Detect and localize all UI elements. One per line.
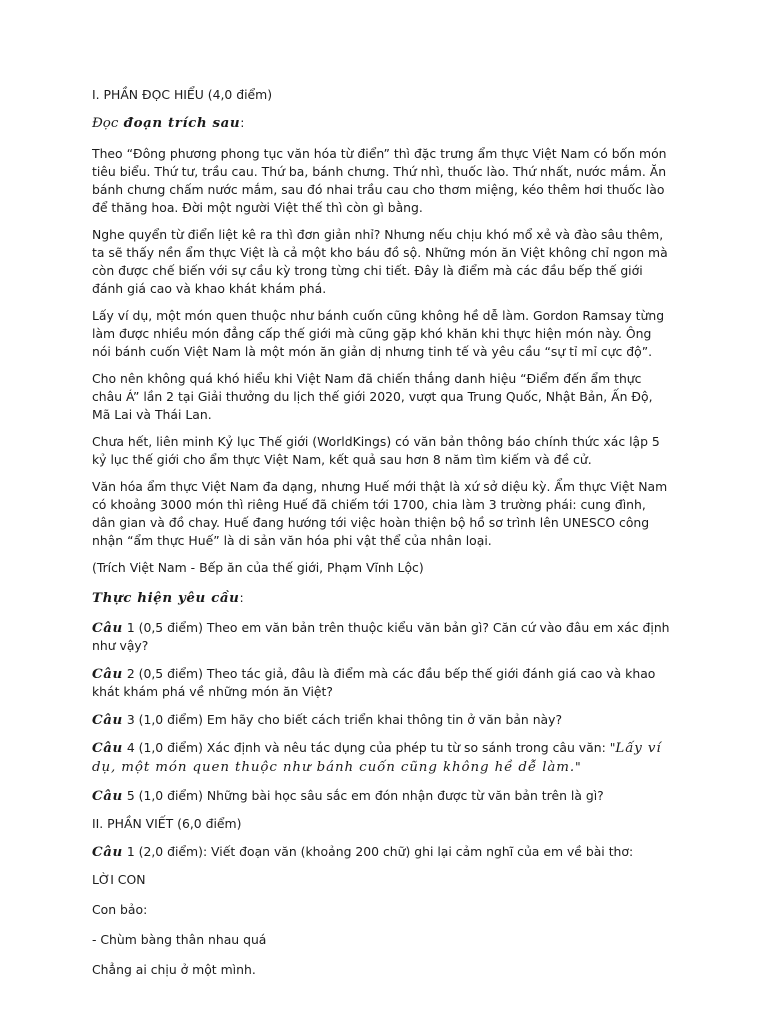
passage-paragraph: Theo “Đông phương phong tục văn hóa từ điển” thì đặc trưng ẩm thực Việt Nam có bốn món tiêu biểu. Thứ tư, trầu cau. Thứ ba, bánh chưng. Thứ nhì, thuốc lào. Thứ nhất, nước mắm. Ăn bánh chưng chấm nước mắm, sau đó nhai trầu cau cho thơm miệng, kéo thêm hơi thuốc lào để thăng hoa. Đời một người Việt thế thì còn gì bằng.	[92, 146, 667, 215]
poem-line: Con bảo:	[92, 902, 148, 917]
question-text: 4 (1,0 điểm) Xác định và nêu tác dụng của phép tu từ so sánh trong câu văn: "	[122, 740, 616, 755]
question-5	[92, 787, 672, 805]
passage-paragraph: Lấy ví dụ, một món quen thuộc như bánh cuốn cũng không hề dễ làm. Gordon Ramsay từng làm được nhiều món đẳng cấp thế giới mà cũng gặp khó khăn khi thực hiện món này. Ông nói bánh cuốn Việt Nam là một món ăn giản dị nhưng tinh tế và yêu cầu “sự tỉ mỉ cực độ”.	[92, 308, 665, 359]
question-quote: Lấy ví dụ, một món quen thuộc như bánh cuốn cũng không hề dễ làm.	[92, 741, 662, 775]
question-text: 1 (2,0 điểm): Viết đoạn văn (khoảng 200 chữ) ghi lại cảm nghĩ của em về bài thơ:	[122, 844, 634, 859]
question-quote-close: "	[575, 759, 581, 774]
section-1-title: I. PHẦN ĐỌC HIỂU (4,0 điểm)	[92, 87, 273, 102]
question-lead: Câu	[92, 844, 123, 860]
question-4	[92, 739, 672, 777]
question-1	[92, 619, 672, 655]
instruction-colon: :	[240, 115, 245, 130]
question-text: 1 (0,5 điểm) Theo em văn bản trên thuộc kiểu văn bản gì? Căn cứ vào đâu em xác định như vậy?	[92, 620, 670, 653]
question-3	[92, 711, 672, 729]
question-text: 2 (0,5 điểm) Theo tác giả, đâu là điểm mà các đầu bếp thế giới đánh giá cao và khao khát khám phá về những món ăn Việt?	[92, 666, 656, 699]
passage-paragraph: Cho nên không quá khó hiểu khi Việt Nam đã chiến thắng danh hiệu “Điểm đến ẩm thực châu Á” lần 2 tại Giải thưởng du lịch thế giới 2020, vượt qua Trung Quốc, Nhật Bản, Ấn Độ, Mã Lai và Thái Lan.	[92, 371, 653, 422]
poem-title: LỜI CON	[92, 872, 146, 887]
poem-line: Chẳng ai chịu ở một mình.	[92, 962, 256, 977]
question-lead: Câu	[92, 620, 123, 636]
question-text: 5 (1,0 điểm) Những bài học sâu sắc em đón nhận được từ văn bản trên là gì?	[122, 788, 604, 803]
passage-source: (Trích Việt Nam - Bếp ăn của thế giới, Phạm Vĩnh Lộc)	[92, 560, 424, 575]
tasks-heading-colon: :	[239, 590, 244, 605]
tasks-heading-text: Thực hiện yêu cầu	[92, 590, 240, 606]
passage-instruction	[92, 114, 672, 133]
question-lead: Câu	[92, 666, 123, 682]
question-text: 3 (1,0 điểm) Em hãy cho biết cách triển khai thông tin ở văn bản này?	[122, 712, 563, 727]
instruction-rest: đoạn trích sau	[118, 115, 241, 131]
question-lead: Câu	[92, 712, 123, 728]
question-lead: Câu	[92, 788, 123, 804]
passage-paragraph: Văn hóa ẩm thực Việt Nam đa dạng, nhưng Huế mới thật là xứ sở diệu kỳ. Ẩm thực Việt Nam có khoảng 3000 món thì riêng Huế đã chiếm tới 1700, chia làm 3 trường phái: cung đình, dân gian và đồ chay. Huế đang hướng tới việc hoàn thiện bộ hồ sơ trình lên UNESCO công nhận “ẩm thực Huế” là di sản văn hóa phi vật thể của nhân loại.	[92, 479, 668, 548]
instruction-prefix: Đọc	[92, 116, 119, 131]
poem-line: - Chùm bàng thân nhau quá	[92, 932, 267, 947]
question-lead: Câu	[92, 740, 123, 756]
section-2-title: II. PHẦN VIẾT (6,0 điểm)	[92, 816, 242, 831]
passage-paragraph: Chưa hết, liên minh Kỷ lục Thế giới (WorldKings) có văn bản thông báo chính thức xác lập 5 kỷ lục thế giới cho ẩm thực Việt Nam, kết quả sau hơn 8 năm tìm kiếm và đề cử.	[92, 434, 660, 467]
passage-paragraph: Nghe quyển từ điển liệt kê ra thì đơn giản nhỉ? Nhưng nếu chịu khó mổ xẻ và đào sâu thêm, ta sẽ thấy nền ẩm thực Việt là cả một kho báu đồ sộ. Những món ăn Việt không chỉ ngon mà còn được chế biến với sự cầu kỳ trong từng chi tiết. Đây là điểm mà các đầu bếp thế giới đánh giá cao và khao khát khám phá.	[92, 227, 668, 296]
question-2	[92, 665, 672, 701]
writing-question-1	[92, 843, 672, 861]
tasks-heading	[92, 589, 672, 607]
exam-document	[92, 86, 672, 991]
